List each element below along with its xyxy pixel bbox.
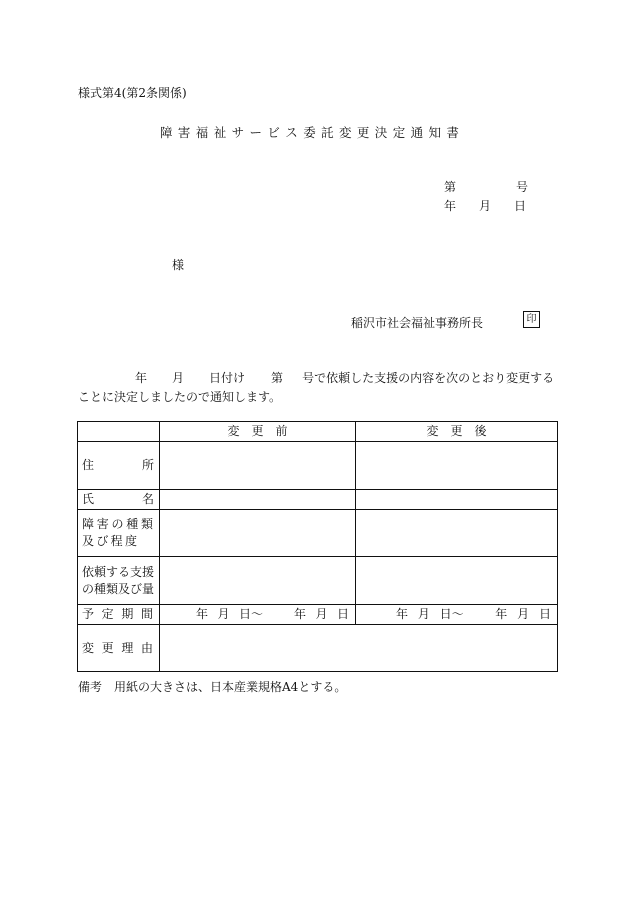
period-month: 月 xyxy=(417,607,430,621)
body-number-prefix: 第 xyxy=(271,371,284,385)
reason-cell[interactable] xyxy=(160,625,558,672)
body-month: 月 xyxy=(172,371,185,385)
row-label-char: 理 xyxy=(121,640,134,655)
header-after: 変 更 後 xyxy=(356,422,558,442)
period-year-to: 年 xyxy=(495,607,508,621)
period-day-from: 日〜 xyxy=(439,607,464,621)
table-row-period xyxy=(78,605,558,625)
name-before-cell[interactable] xyxy=(160,490,356,510)
row-label-char: び xyxy=(96,534,109,548)
period-before-cell[interactable] xyxy=(160,605,356,625)
period-year-to: 年 xyxy=(293,607,306,621)
row-label-char: 程 xyxy=(110,534,123,548)
remarks xyxy=(78,678,346,695)
document-title: 障害福祉サービス委託変更決定通知書 xyxy=(160,125,465,140)
row-label-char: 所 xyxy=(141,458,154,472)
address-after-cell[interactable] xyxy=(356,442,558,490)
body-text-line-2: ことに決定しましたので通知します。 xyxy=(78,390,282,404)
issue-number-prefix: 第 xyxy=(444,180,457,194)
period-month-to: 月 xyxy=(315,607,328,621)
row-label-char: 度 xyxy=(124,534,137,548)
period-month-to: 月 xyxy=(517,607,530,621)
support-label-line-2: の種類及び量 xyxy=(82,581,155,596)
body-text-line-1 xyxy=(135,369,554,386)
form-number: 様式第4(第2条関係) xyxy=(78,86,187,100)
table-row-name xyxy=(78,490,558,510)
seal-mark: 印 xyxy=(523,311,540,328)
table-header-row xyxy=(78,422,558,442)
period-year: 年 xyxy=(396,607,409,621)
issuer-name: 稲沢市社会福祉事務所長 xyxy=(351,316,484,330)
row-label-char: 類 xyxy=(140,517,153,531)
issue-date-year: 年 xyxy=(444,199,457,213)
row-label-char: 名 xyxy=(141,492,154,506)
row-label-char: 予 xyxy=(82,607,95,621)
remarks-label: 備考 xyxy=(78,680,103,694)
issue-date-day: 日 xyxy=(514,199,527,213)
support-after-cell[interactable] xyxy=(356,557,558,605)
period-year: 年 xyxy=(196,607,209,621)
table-row-support xyxy=(78,557,558,605)
row-label-char: 住 xyxy=(82,458,95,472)
period-day-to: 日 xyxy=(336,607,349,621)
support-label-line-1: 依頼する支援 xyxy=(82,564,155,579)
issue-number xyxy=(444,178,528,195)
issue-date-month: 月 xyxy=(479,199,492,213)
row-label-name xyxy=(78,490,160,510)
row-label-char: 定 xyxy=(101,607,114,621)
row-label-support xyxy=(78,557,160,605)
body-line1-rest: 号で依頼した支援の内容を次のとおり変更する xyxy=(302,371,555,385)
support-before-cell[interactable] xyxy=(160,557,356,605)
row-label-char: 変 xyxy=(82,640,95,655)
row-label-char: 期 xyxy=(121,607,134,621)
period-day-to: 日 xyxy=(538,607,551,621)
row-label-char: 由 xyxy=(140,640,153,655)
row-label-char: 及 xyxy=(82,534,95,548)
row-label-char: の xyxy=(111,517,124,531)
row-label-reason xyxy=(78,625,160,672)
name-after-cell[interactable] xyxy=(356,490,558,510)
table-row-reason xyxy=(78,625,558,672)
issue-date xyxy=(444,197,526,214)
row-label-char: 氏 xyxy=(82,492,95,506)
issue-number-suffix: 号 xyxy=(516,180,529,194)
row-label-char: 種 xyxy=(126,517,139,531)
header-blank-cell xyxy=(78,422,160,442)
period-after-cell[interactable] xyxy=(356,605,558,625)
body-year: 年 xyxy=(135,371,148,385)
row-label-char: 害 xyxy=(96,517,109,531)
remarks-text: 用紙の大きさは、日本産業規格A4とする。 xyxy=(114,680,347,694)
table-row-disability xyxy=(78,510,558,557)
period-day-from: 日〜 xyxy=(239,607,264,621)
row-label-address xyxy=(78,442,160,490)
row-label-char: 間 xyxy=(140,607,153,621)
change-details-table xyxy=(77,421,558,672)
addressee-honorific: 様 xyxy=(172,258,185,272)
row-label-period xyxy=(78,605,160,625)
table-row-address xyxy=(78,442,558,490)
body-dated: 日付け xyxy=(209,371,246,385)
row-label-disability xyxy=(78,510,160,557)
period-month: 月 xyxy=(217,607,230,621)
disability-after-cell[interactable] xyxy=(356,510,558,557)
row-label-char: 更 xyxy=(101,640,114,655)
address-before-cell[interactable] xyxy=(160,442,356,490)
header-before: 変 更 前 xyxy=(160,422,356,442)
disability-before-cell[interactable] xyxy=(160,510,356,557)
row-label-char: 障 xyxy=(82,517,95,531)
